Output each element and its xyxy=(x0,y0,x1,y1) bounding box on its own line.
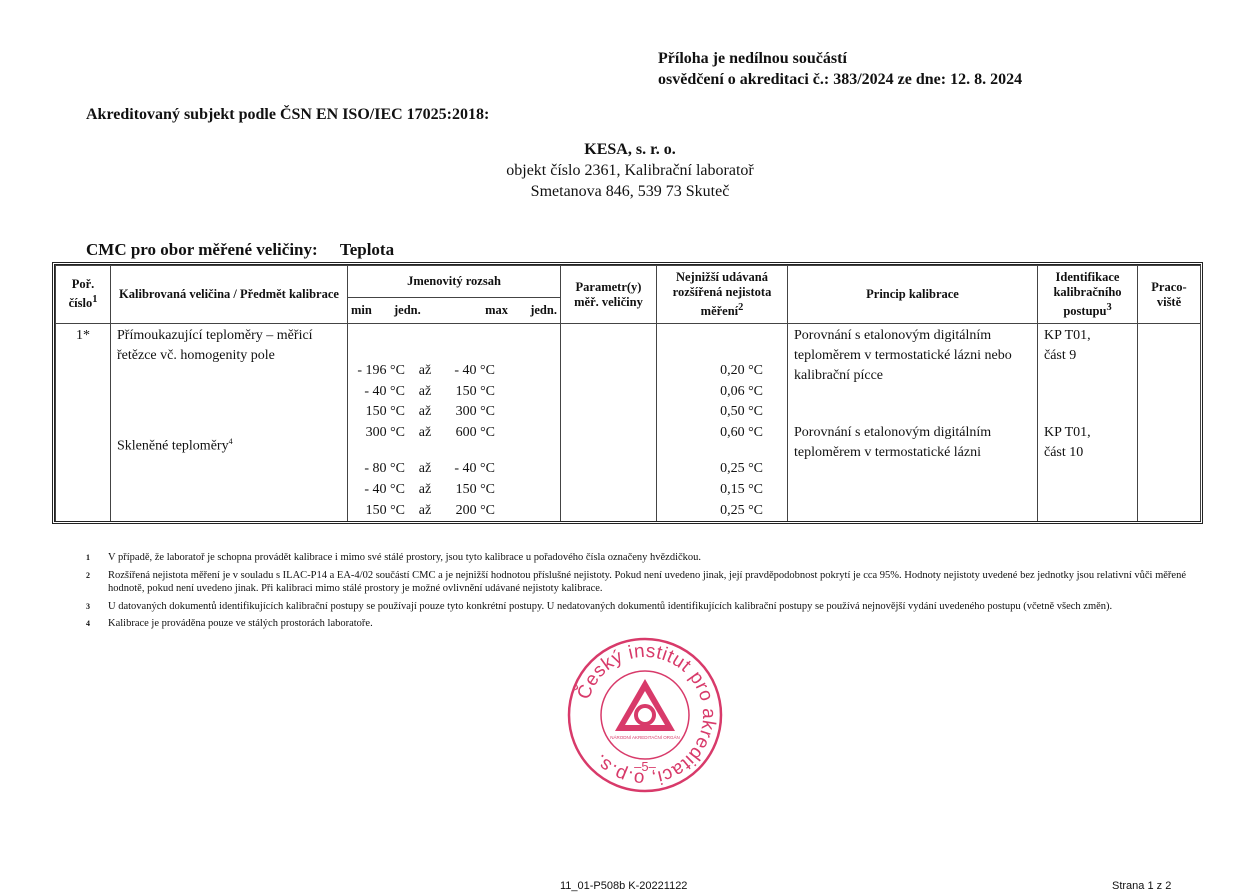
header-procedure: Identifikace kalibračního postupu$^3$ xyxy=(1038,266,1138,324)
organization-address: Smetanova 846, 539 73 Skuteč xyxy=(530,183,730,200)
footnote: 3 U datovaných dokumentů identifikujících kalibrační postupy se používají pouze tyto konkrétní postupy. U nedatovaných dokumentů identifikujících kalibrační postupy se používá nejnovější vydání uvedeného postupu (včetně všech změn). xyxy=(86,600,1113,612)
header-principle: Princip kalibrace xyxy=(788,266,1038,324)
header-range: Jmenovitý rozsah xyxy=(348,266,561,298)
header-unit1: jedn. xyxy=(394,303,421,317)
cmc-heading xyxy=(86,240,394,260)
procedure-2: KP T01, část 10 xyxy=(1044,425,1091,460)
cell-range xyxy=(348,324,561,522)
principle-1: Porovnání s etalonovým digitálním teploměrem v termostatické lázni nebo kalibrační pícce xyxy=(794,328,1012,383)
header-no: Poř. číslo$^1$ xyxy=(56,266,111,324)
header-unit2: jedn. xyxy=(530,303,557,317)
header-min: min xyxy=(351,303,372,317)
cell-no: 1* xyxy=(56,324,111,522)
stamp-ring-text: Český institut pro akreditaci, o.p.s. xyxy=(573,640,720,790)
uncertainty-value: 0,60 °C xyxy=(720,424,763,440)
footer-page-number: Strana 1 z 2 xyxy=(1112,880,1172,892)
header-params: Parametr(y) měř. veličiny xyxy=(561,266,657,324)
footnotes xyxy=(86,551,1186,635)
uncertainty-value: 0,20 °C xyxy=(720,363,763,378)
cell-principle xyxy=(788,324,1038,522)
cell-uncertainty xyxy=(657,324,788,522)
footnote: 1 V případě, že laboratoř je schopna provádět kalibrace i mimo své stálé prostory, jsou tyto kalibrace u pořadového čísla označeny hvězdičkou. xyxy=(86,552,702,563)
range-row: 150 °C až 300 °C xyxy=(365,404,495,420)
header-range-sub xyxy=(348,298,561,324)
footer-code: 11_01-P508b K-20221122 xyxy=(560,880,688,892)
item-direct-thermometers: Přímoukazující teploměry – měřicí řetězce vč. homogenity pole xyxy=(117,328,313,363)
cell-quantity xyxy=(111,324,348,522)
cmc-table xyxy=(55,265,1201,521)
table-row xyxy=(56,324,1201,522)
cell-workplace xyxy=(1138,324,1201,522)
footnote: 2 Rozšířená nejistota měření je v souladu s ILAC-P14 a EA-4/02 součástí CMC a je nejnižší hodnotou příslušné nejistoty. Pokud není uvedeno jinak, její pravděpodobnost pokrytí je cca 95%. Hodnoty nejistoty uvedené bez jednotky jsou relativní vůči měřené hodnotě, pokud není uvedeno jinak. Při kalibraci mimo stálé prostory je možné ovlivnění udávané nejistoty kalibrace. xyxy=(86,569,1186,594)
range-row: 150 °C až 200 °C xyxy=(365,502,495,518)
annex-line2: osvědčení o akreditaci č.: 383/2024 ze dne: 12. 8. 2024 xyxy=(658,71,1023,88)
stamp-number: –5– xyxy=(634,759,656,774)
stamp-inner-text: NÁRODNÍ AKREDITAČNÍ ORGÁN xyxy=(610,735,680,740)
cell-procedure xyxy=(1038,324,1138,522)
principle-2: Porovnání s etalonovým digitálním teploměrem v termostatické lázni xyxy=(794,425,992,460)
range-row: - 40 °C až 150 °C xyxy=(364,383,495,399)
annex-line1: Příloha je nedílnou součástí xyxy=(658,50,847,67)
subject-heading: Akreditovaný subjekt podle ČSN EN ISO/IEC 17025:2018: xyxy=(86,106,490,123)
organization-name: KESA, s. r. o. xyxy=(584,141,676,158)
header-quantity: Kalibrovaná veličina / Předmět kalibrace xyxy=(111,266,348,324)
item-glass-thermometers: Skleněné teploměry$^4$ xyxy=(117,437,233,454)
procedure-1: KP T01, část 9 xyxy=(1044,328,1091,363)
header-max: max xyxy=(485,303,509,317)
range-row: - 40 °C až 150 °C xyxy=(364,481,495,497)
header-uncertainty: Nejnižší udávaná rozšířená nejistota měření$^2$ xyxy=(657,266,788,324)
range-row: 300 °C až 600 °C xyxy=(365,424,495,440)
uncertainty-value: 0,06 °C xyxy=(720,383,763,399)
uncertainty-value: 0,15 °C xyxy=(720,481,763,497)
accreditation-stamp xyxy=(565,635,725,795)
stamp-seal-icon xyxy=(565,635,725,795)
uncertainty-value: 0,25 °C xyxy=(720,461,763,477)
uncertainty-value: 0,25 °C xyxy=(720,502,763,518)
cmc-quantity: Teplota xyxy=(339,240,395,259)
cmc-label: CMC pro obor měřené veličiny: xyxy=(86,240,318,259)
cell-params xyxy=(561,324,657,522)
annex-note xyxy=(658,48,1022,90)
uncertainty-value: 0,50 °C xyxy=(720,404,763,420)
organization-object: objekt číslo 2361, Kalibrační laboratoř xyxy=(506,162,754,179)
range-row: - 80 °C až - 40 °C xyxy=(364,461,495,477)
cmc-table-frame xyxy=(52,262,1203,524)
header-workplace: Praco-viště xyxy=(1138,266,1201,324)
footnote: 4 Kalibrace je prováděna pouze ve stálých prostorách laboratoře. xyxy=(86,618,373,629)
organization-block xyxy=(0,139,1260,202)
range-row: - 196 °C až - 40 °C xyxy=(357,363,495,378)
